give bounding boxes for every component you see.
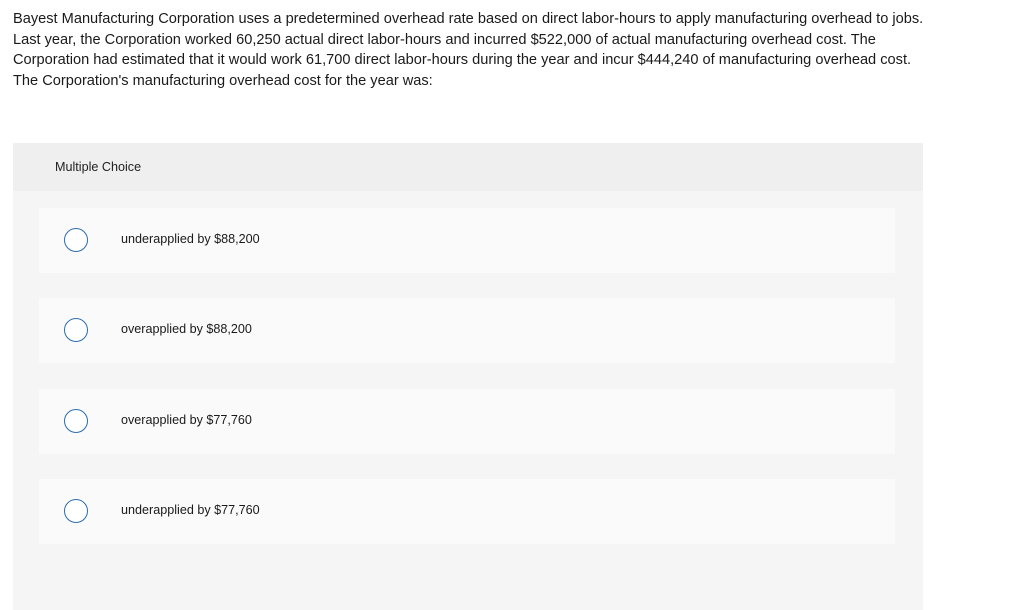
multiple-choice-header <box>13 143 923 191</box>
multiple-choice-panel <box>13 143 923 610</box>
answer-option-label: overapplied by $88,200 <box>121 322 252 336</box>
radio-button-icon[interactable] <box>64 318 88 342</box>
multiple-choice-title: Multiple Choice <box>55 160 142 174</box>
radio-button-icon[interactable] <box>64 499 88 523</box>
answer-option-label: underapplied by $88,200 <box>121 232 260 246</box>
answer-option-4[interactable] <box>39 479 895 544</box>
question-text: Bayest Manufacturing Corporation uses a predetermined overhead rate based on direct labor-hours to apply manufacturing overhead to jobs. Last year, the Corporation worked 60,250 actual direct labor-hours and incurred $522,000 of actual manufacturing overhead cost. The Corporation had estimated that it would work 61,700 direct labor-hours during the year and incur $444,240 of manufacturing overhead cost. The Corporation's manufacturing overhead cost for the year was: <box>13 11 924 90</box>
answer-option-3[interactable] <box>39 389 895 454</box>
answer-option-label: overapplied by $77,760 <box>121 413 252 427</box>
radio-button-icon[interactable] <box>64 409 88 433</box>
radio-button-icon[interactable] <box>64 228 88 252</box>
answer-option-label: underapplied by $77,760 <box>121 503 260 517</box>
answer-option-1[interactable] <box>39 208 895 273</box>
answer-option-2[interactable] <box>39 298 895 363</box>
